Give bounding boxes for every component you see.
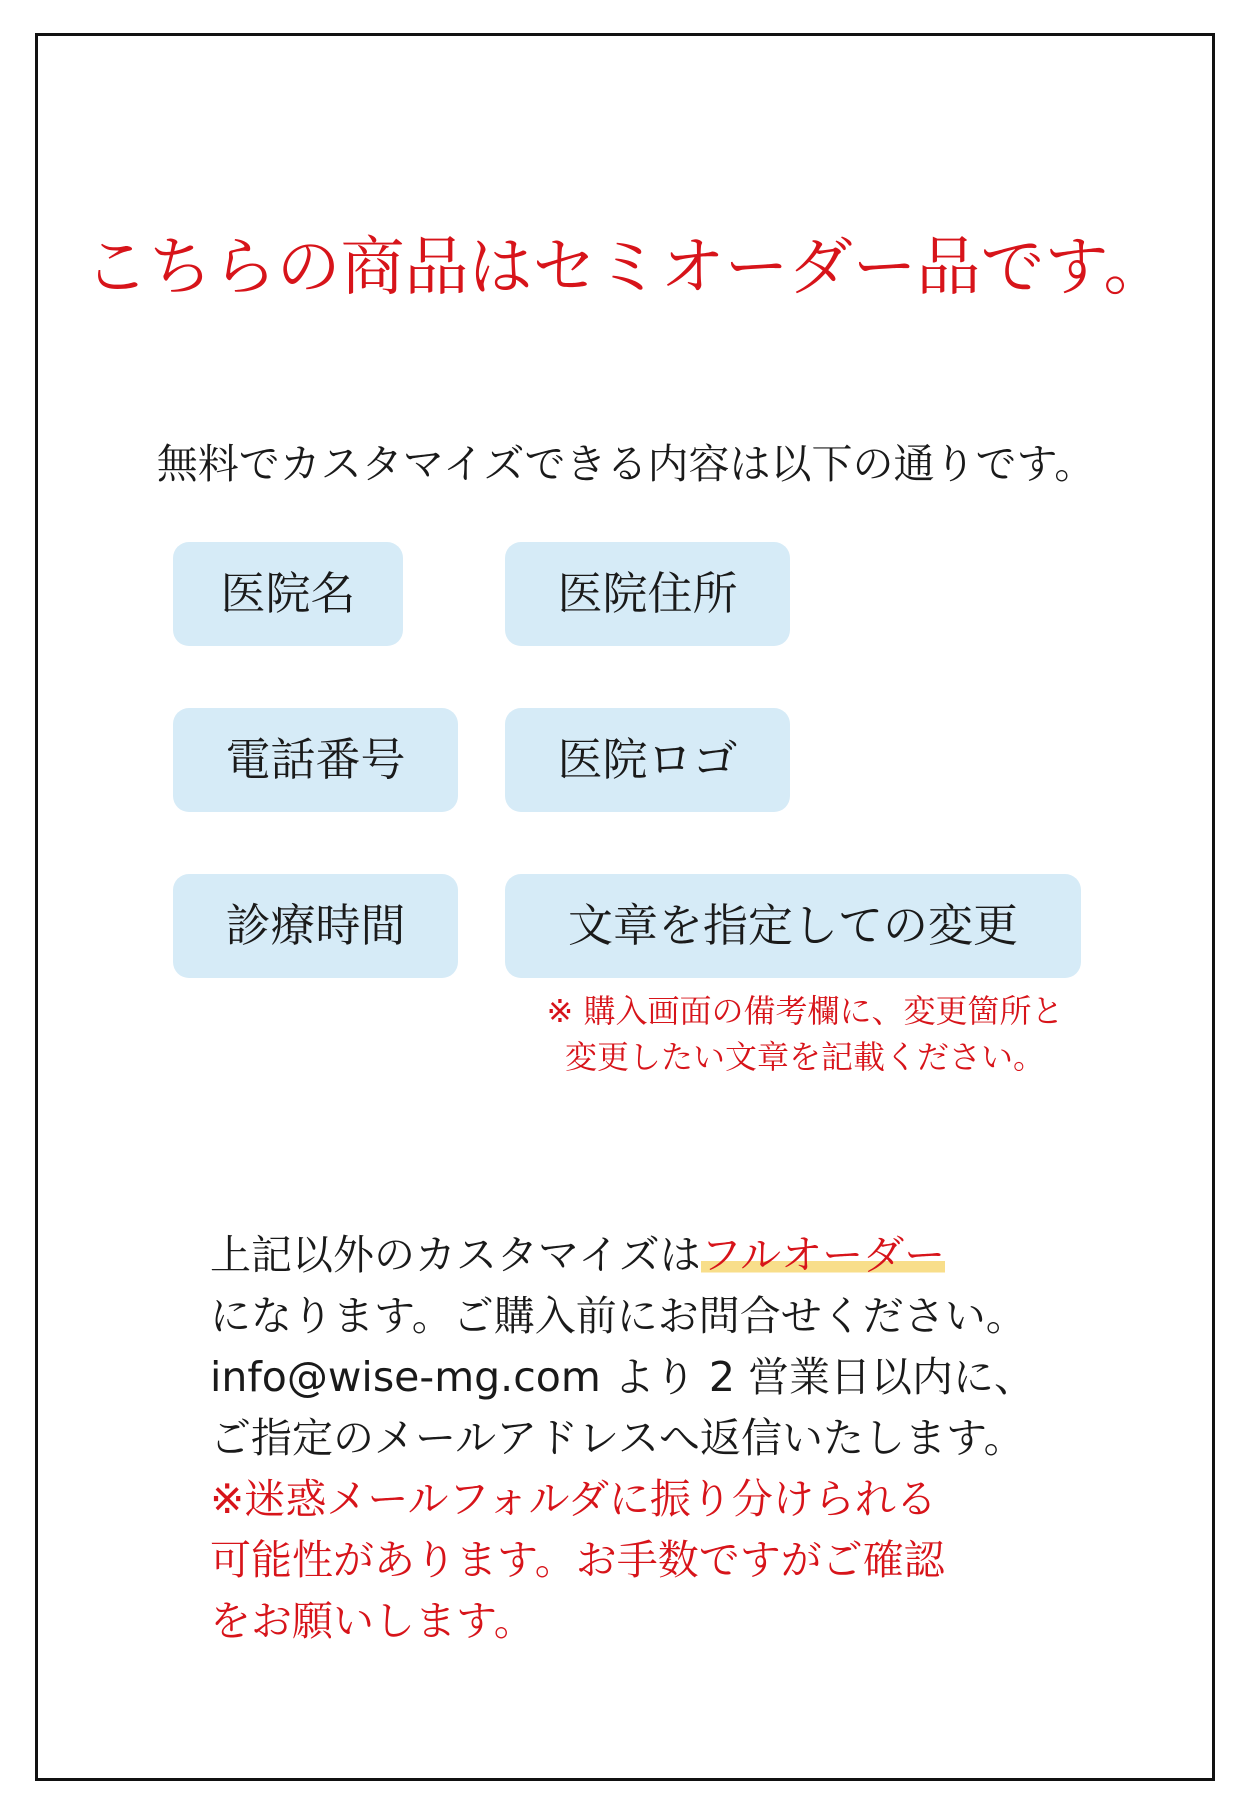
- note-line-2: 変更したい文章を記載ください。: [564, 1038, 1045, 1076]
- warning-line-2: 可能性があります。お手数ですがご確認: [210, 1536, 945, 1584]
- warning-line-3: をお願いします。: [210, 1597, 535, 1645]
- warning-line-1: ※迷惑メールフォルダに振り分けられる: [210, 1475, 937, 1523]
- body-line-2: になります。ご購入前にお問合せください。: [210, 1292, 1027, 1340]
- option-hours: 診療時間: [173, 874, 458, 978]
- note-line-1: ※ 購入画面の備考欄に、変更箇所と: [546, 992, 1064, 1030]
- body-line-3: info@wise-mg.com より 2 営業日以内に、: [210, 1353, 1035, 1401]
- body-line-1-prefix: 上記以外のカスタマイズは: [210, 1231, 701, 1279]
- body-line-1: [210, 1225, 1070, 1286]
- option-phone-number: 電話番号: [173, 708, 458, 812]
- body-line-4: ご指定のメールアドレスへ返信いたします。: [210, 1414, 1025, 1462]
- headline: こちらの商品はセミオーダー品です。: [84, 231, 1168, 305]
- option-clinic-logo: 医院ロゴ: [505, 708, 790, 812]
- option-clinic-address: 医院住所: [505, 542, 790, 646]
- option-custom-text: 文章を指定しての変更: [505, 874, 1081, 978]
- option-clinic-name: 医院名: [173, 542, 403, 646]
- intro-text: 無料でカスタマイズできる内容は以下の通りです。: [156, 440, 1096, 488]
- full-order-highlight: フルオーダー: [700, 1231, 946, 1279]
- full-order-info: [210, 1225, 1070, 1652]
